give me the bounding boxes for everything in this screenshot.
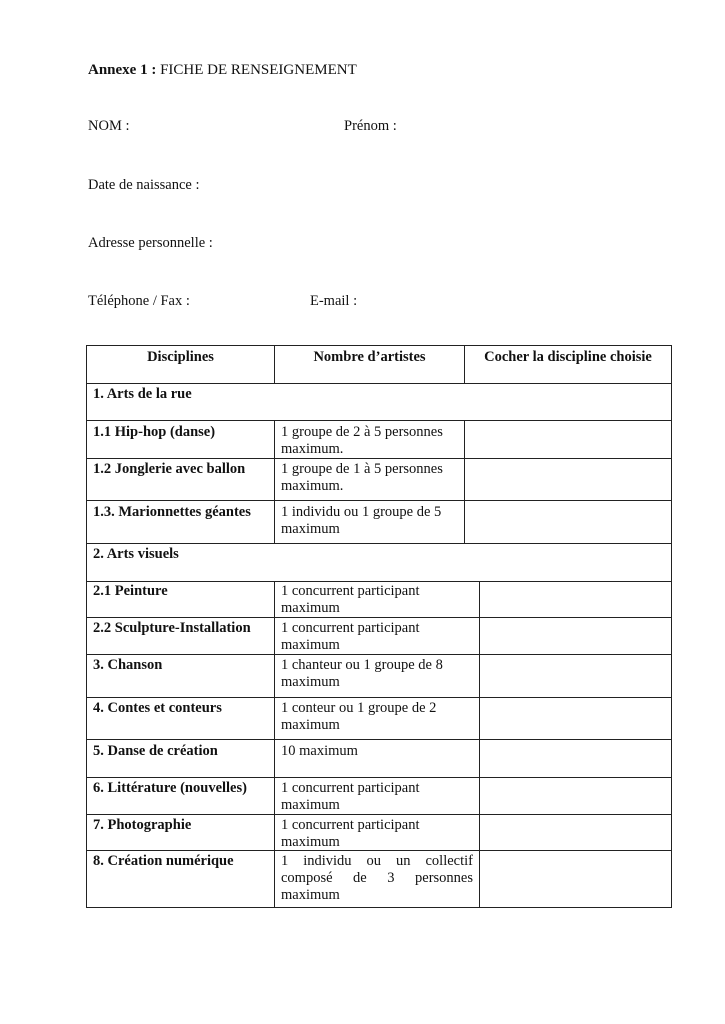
- email-label: E-mail :: [310, 293, 358, 309]
- title-text: FICHE DE RENSEIGNEMENT: [160, 62, 357, 78]
- nombre-line: maximum: [281, 600, 340, 616]
- nombre-line: maximum.: [281, 441, 344, 457]
- nombre-line: 1 concurrent participant: [281, 780, 420, 796]
- header-nombre-artistes: Nombre d’artistes: [313, 349, 426, 365]
- table-border-top: [86, 345, 672, 346]
- table-border-left: [86, 345, 87, 908]
- discipline-label: 1.1 Hip-hop (danse): [93, 424, 216, 440]
- nombre-line: composé de 3 personnes: [281, 870, 473, 886]
- nombre-line: 1 chanteur ou 1 groupe de 8: [281, 657, 443, 673]
- title-prefix: Annexe 1 :: [88, 62, 161, 78]
- table-border-bottom: [86, 907, 672, 908]
- discipline-label: 2.2 Sculpture-Installation: [93, 620, 251, 636]
- header-cocher: Cocher la discipline choisie: [484, 349, 652, 365]
- nombre-line: maximum: [281, 834, 340, 850]
- checkbox-cell-chanson[interactable]: [480, 655, 671, 697]
- prenom-label: Prénom :: [344, 118, 397, 134]
- discipline-label: 2.1 Peinture: [93, 583, 168, 599]
- row-divider: [86, 543, 672, 544]
- nombre-line: 1 concurrent participant: [281, 620, 420, 636]
- nombre-line: 1 concurrent participant: [281, 817, 420, 833]
- discipline-label: 7. Photographie: [93, 817, 192, 833]
- nombre-artistes: [281, 583, 420, 617]
- checkbox-cell-contes[interactable]: [480, 698, 671, 739]
- nombre-line: 1 concurrent participant: [281, 583, 420, 599]
- disciplines-table: [86, 345, 672, 908]
- section-arts-visuels: 2. Arts visuels: [93, 546, 179, 562]
- nombre-artistes: [281, 780, 420, 814]
- nombre-artistes: [281, 743, 358, 760]
- adresse-label: Adresse personnelle :: [88, 235, 213, 251]
- checkbox-cell-sculpture[interactable]: [480, 618, 671, 654]
- row-divider: [86, 383, 672, 384]
- nombre-line: 10 maximum: [281, 743, 358, 759]
- checkbox-cell-litterature[interactable]: [480, 778, 671, 814]
- nombre-line: maximum: [281, 674, 340, 690]
- nombre-artistes: [281, 504, 441, 538]
- discipline-label: 3. Chanson: [93, 657, 163, 673]
- col-divider: [274, 581, 275, 908]
- section-arts-de-la-rue: 1. Arts de la rue: [93, 386, 192, 402]
- checkbox-cell-photographie[interactable]: [480, 815, 671, 850]
- header-disciplines: Disciplines: [147, 349, 214, 365]
- document-title: [88, 62, 357, 79]
- nombre-line: maximum: [281, 637, 340, 653]
- checkbox-cell-jonglerie[interactable]: [465, 459, 671, 500]
- nombre-line: maximum.: [281, 478, 344, 494]
- table-border-right: [671, 345, 672, 908]
- nombre-line: maximum: [281, 887, 340, 903]
- nombre-artistes: [281, 620, 420, 654]
- checkbox-cell-creation-numerique[interactable]: [480, 851, 671, 907]
- col-divider: [274, 420, 275, 543]
- discipline-label: 4. Contes et conteurs: [93, 700, 222, 716]
- discipline-label: 1.3. Marionnettes géantes: [93, 504, 251, 520]
- checkbox-cell-peinture[interactable]: [480, 582, 671, 617]
- nombre-line: maximum: [281, 717, 340, 733]
- discipline-label: 6. Littérature (nouvelles): [93, 780, 247, 796]
- nombre-line: 1 groupe de 2 à 5 personnes: [281, 424, 443, 440]
- nom-label: NOM :: [88, 118, 130, 134]
- nombre-line: 1 conteur ou 1 groupe de 2: [281, 700, 437, 716]
- nombre-artistes: [281, 424, 443, 458]
- nombre-artistes: [281, 657, 443, 691]
- nombre-line: 1 individu ou 1 groupe de 5: [281, 504, 442, 520]
- nombre-artistes: [281, 461, 443, 495]
- nombre-line: 1 individu ou un collectif: [281, 853, 473, 869]
- discipline-label: 1.2 Jonglerie avec ballon: [93, 461, 246, 477]
- checkbox-cell-hip-hop[interactable]: [465, 421, 671, 458]
- checkbox-cell-danse[interactable]: [480, 740, 671, 777]
- discipline-label: 5. Danse de création: [93, 743, 218, 759]
- nombre-line: maximum: [281, 521, 340, 537]
- nombre-artistes: [281, 817, 420, 851]
- nombre-artistes: [281, 700, 436, 734]
- nombre-artistes: [281, 853, 473, 904]
- telephone-label: Téléphone / Fax :: [88, 293, 190, 309]
- date-naissance-label: Date de naissance :: [88, 177, 200, 193]
- nombre-line: 1 groupe de 1 à 5 personnes: [281, 461, 443, 477]
- checkbox-cell-marionnettes[interactable]: [465, 501, 671, 543]
- discipline-label: 8. Création numérique: [93, 853, 234, 869]
- nombre-line: maximum: [281, 797, 340, 813]
